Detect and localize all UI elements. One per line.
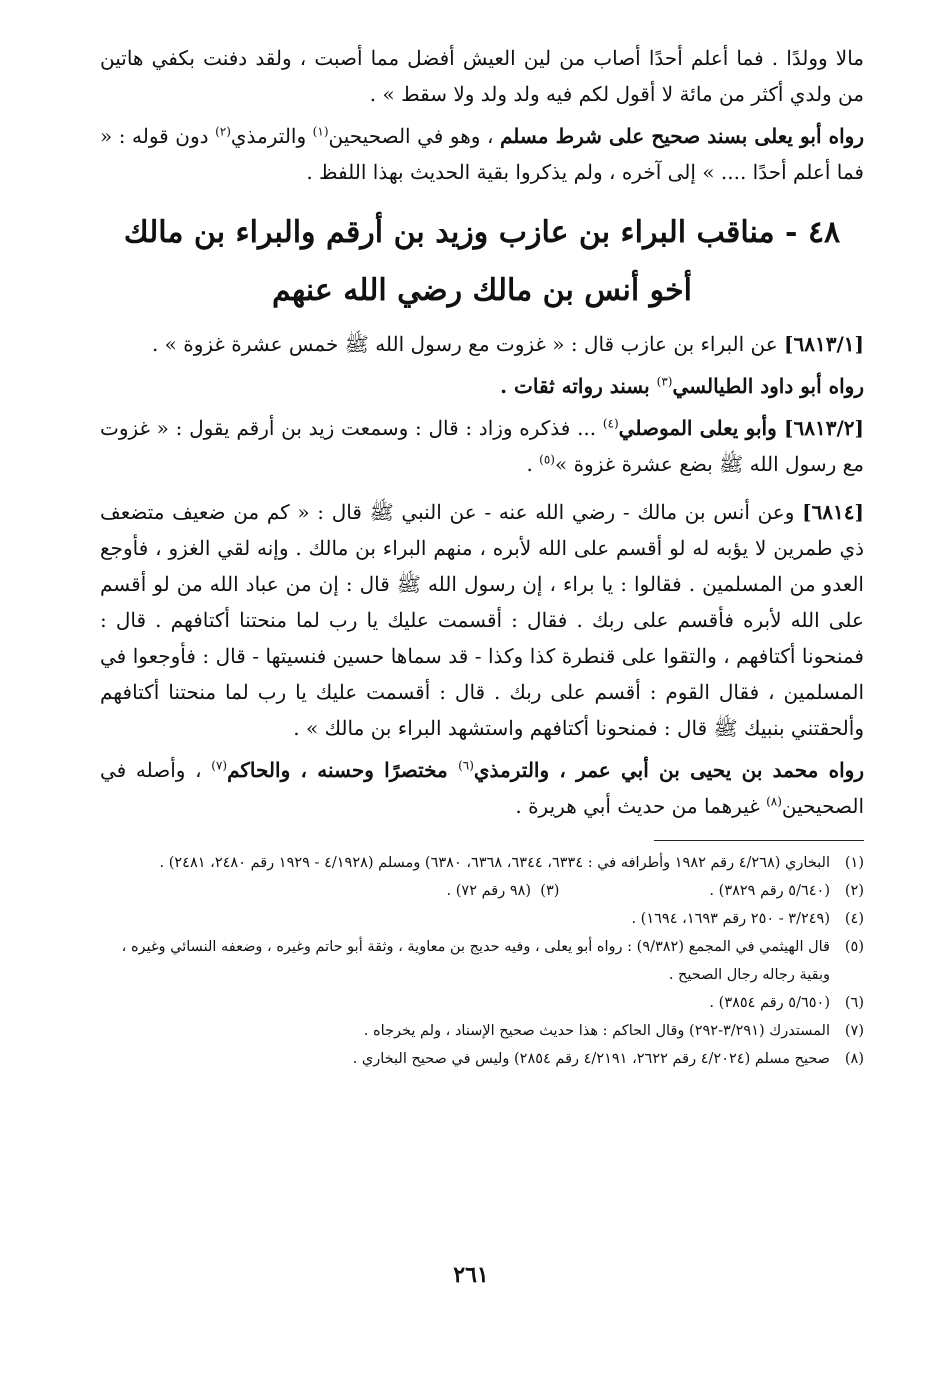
chapter-heading-line2: أخو أنس بن مالك رضي الله عنهم (272, 273, 692, 308)
footnote-4 (100, 905, 864, 933)
footnote-8 (100, 1045, 864, 1073)
text: . (526, 452, 540, 476)
footnote-number: (٦) (844, 995, 864, 1011)
footnote-number: (٤) (844, 911, 864, 927)
text: ، وأصله في الصحيحين (100, 758, 864, 818)
hadith-number: [٦٨١٣/١] (784, 332, 864, 356)
footnote-number: (٨) (844, 1051, 864, 1067)
takhrij-bold: رواه أبو داود الطيالسي (672, 374, 864, 398)
narrator-bold: وأبو يعلى الموصلي (618, 416, 785, 440)
footnote-ref[interactable]: (٨) (766, 794, 782, 809)
takhrij-bold: رواه أبو يعلى بسند صحيح على شرط مسلم (499, 124, 864, 148)
text: ، وهو في الصحيحين (328, 124, 500, 148)
footnote-pair (100, 877, 830, 905)
text: والترمذي (230, 124, 313, 148)
footnote-text: قال الهيثمي في المجمع (٩/٣٨٢) : رواه أبو يعلى ، وفيه حديج بن معاوية ، وثقة أبو حاتم وغيره ، وضعفه النسائي وغيره ، وبقية رجاله رجال الصحيح . (121, 939, 830, 983)
footnote-text: المستدرك (٣/٢٩١-٢٩٢) وقال الحاكم : هذا حديث صحيح الإسناد ، ولم يخرجاه . (363, 1023, 830, 1039)
paragraph-takhrij (100, 118, 864, 190)
footnote-text: صحيح مسلم (٤/٢٠٢٤ رقم ٢٦٢٢، ٤/٢١٩١ رقم ٢٨٥٤) وليس في صحيح البخاري . (352, 1051, 830, 1067)
paragraph-hadith-end: مالا وولدًا . فما أعلم أحدًا أصاب من لين العيش أفضل مما أصبت ، ولقد دفنت بكفي هاتين من ولدي أكثر من مائة لا أقول لكم فيه ولد ولد ولا سقط » . (100, 46, 864, 106)
hadith-number: [٦٨١٤] (802, 500, 864, 524)
footnote-1 (100, 849, 864, 877)
footnote-6 (100, 989, 864, 1017)
footnote-number: (٧) (844, 1023, 864, 1039)
footnote-ref[interactable]: (٥) (539, 452, 555, 467)
footnote-text: (٣/٢٤٩ - ٢٥٠ رقم ١٦٩٣، ١٦٩٤) . (631, 911, 830, 927)
footnote-text: (٥/٦٥٠ رقم ٣٨٥٤) . (709, 995, 830, 1011)
footnote-2-3 (100, 877, 864, 905)
chapter-heading-line1: ٤٨ - مناقب البراء بن عازب وزيد بن أرقم والبراء بن مالك (123, 215, 841, 250)
page-number: ٢٦١ (453, 1262, 489, 1288)
footnote-number: (١) (844, 855, 864, 871)
chapter-heading (100, 204, 864, 320)
text: غيرهما من حديث أبي هريرة . (515, 794, 767, 818)
footnote-ref[interactable]: (١) (312, 124, 329, 139)
footnote-5 (100, 933, 864, 989)
footnote-text: (٩٨ رقم ٧٢) . (446, 883, 532, 899)
footnotes (100, 849, 864, 1073)
footnote-number: (٥) (844, 939, 864, 955)
takhrij-bold: بسند رواته ثقات . (500, 374, 657, 398)
hadith-text: عن البراء بن عازب قال : « غزوت مع رسول الله ﷺ خمس عشرة غزوة » . (151, 332, 785, 356)
footnote-ref[interactable]: (٤) (602, 416, 619, 431)
footnote-7 (100, 1017, 864, 1045)
hadith-text: ... فذكره وزاد : قال : وسمعت زيد بن أرقم يقول : « غزوت مع رسول الله ﷺ بضع عشرة غزوة » (100, 416, 864, 476)
footnote-text: البخاري (٤/٢٦٨ رقم ١٩٨٢ وأطرافه في : ٦٣٣٤، ٦٣٤٤، ٦٣٦٨، ٦٣٨٠) ومسلم (٤/١٩٢٨ - ١٩٢٩ رقم ٢٤٨٠، ٢٤٨١) . (159, 855, 830, 871)
takhrij-6813-1 (100, 368, 864, 404)
footnote-ref[interactable]: (٦) (458, 758, 474, 773)
takhrij-bold: رواه محمد بن يحيى بن أبي عمر ، والترمذي (473, 758, 864, 782)
hadith-6813-2 (100, 410, 864, 482)
footnote-ref[interactable]: (٧) (211, 758, 228, 773)
footnote-number: (٢) (844, 883, 864, 899)
footnote-ref[interactable]: (٣) (656, 374, 673, 389)
footnote-ref[interactable]: (٢) (215, 124, 231, 139)
text: دون قوله : « فما أعلم أحدًا .... » إلى آخره ، ولم يذكروا بقية الحديث بهذا اللفظ . (100, 124, 864, 184)
takhrij-bold: مختصرًا وحسنه ، والحاكم (227, 758, 459, 782)
hadith-6813-1 (100, 326, 864, 362)
footnote-3 (447, 877, 560, 905)
hadith-number: [٦٨١٣/٢] (784, 416, 864, 440)
footnote-number: (٣) (540, 883, 560, 899)
footnote-text: (٥/٦٤٠ رقم ٣٨٢٩) . (709, 883, 830, 899)
hadith-6814 (100, 494, 864, 746)
takhrij-6814 (100, 752, 864, 824)
hadith-text: وعن أنس بن مالك - رضي الله عنه - عن النبي ﷺ قال : « كم من ضعيف متضعف ذي طمرين لا يؤبه له لو أقسم على الله لأبره ، منهم البراء بن مالك . وإنه لقي الغزو ، فأوجع العدو من المسلمين . فقالوا : يا براء ، إن رسول الله ﷺ قال : إن من عباد الله من لو أقسم على الله لأبره فأقسم على ربك . فقال : أقسمت عليك يا رب لما منحتنا أكتافهم . قال : فمنحونا أكتافهم ، والتقوا على قنطرة كذا وكذا - قد سماها حسين فنسيتها - قال : فأوجعوا في المسلمين ، فقال القوم : أقسم على ربك . قال : أقسمت عليك يا رب لما منحتنا أكتافهم وألحقتني بنبيك ﷺ قال : فمنحونا أكتافهم واستشهد البراء بن مالك » . (100, 500, 865, 740)
footnote-divider (654, 840, 864, 841)
